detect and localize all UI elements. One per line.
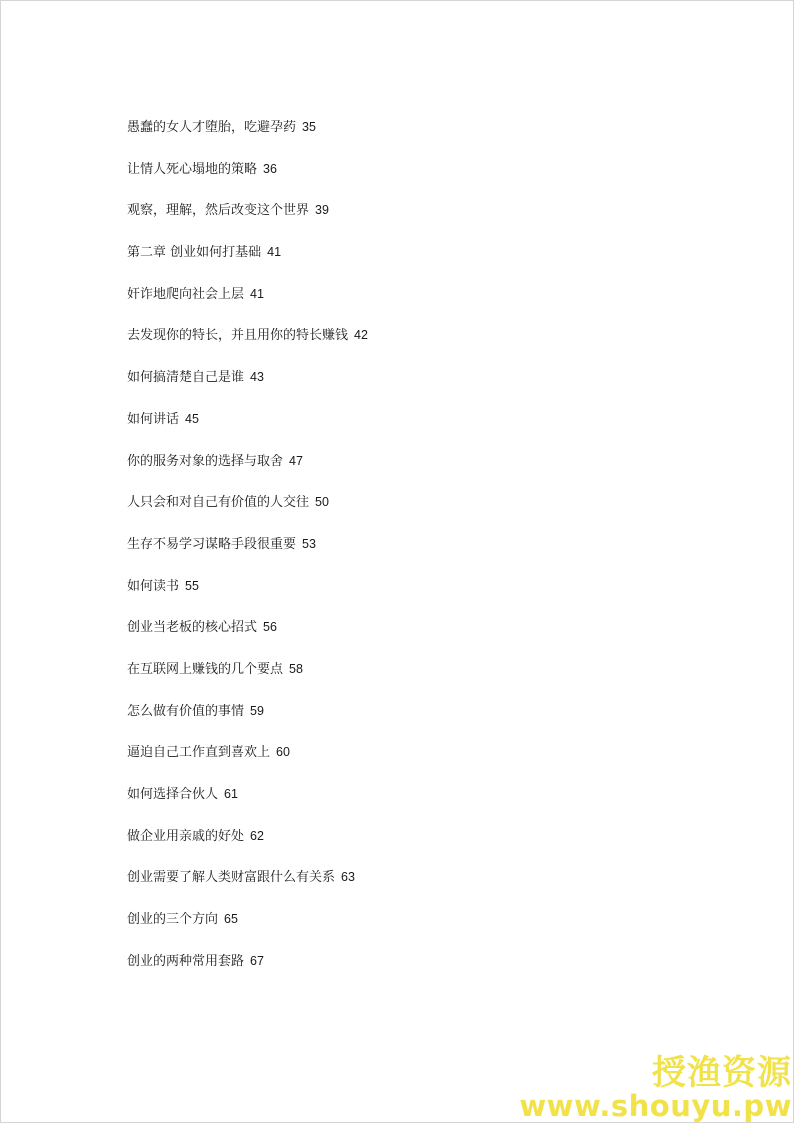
toc-entry-page-number: 56 bbox=[263, 620, 277, 635]
toc-entry-page-number: 36 bbox=[263, 161, 277, 176]
toc-entry-title: 第二章 创业如何打基础 bbox=[127, 245, 262, 261]
toc-entry[interactable] bbox=[127, 408, 368, 450]
toc-entry-title: 创业当老板的核心招式 bbox=[127, 620, 258, 636]
toc-entry-page-number: 61 bbox=[224, 787, 238, 801]
toc-entry[interactable] bbox=[127, 658, 368, 700]
toc-entry-page-number: 35 bbox=[302, 120, 316, 134]
toc-entry-page-number: 43 bbox=[250, 370, 264, 385]
watermark-name: 授渔资源 bbox=[652, 1053, 792, 1093]
toc-entry-page-number: 41 bbox=[267, 245, 282, 260]
toc-entry[interactable] bbox=[127, 199, 368, 241]
toc-entry-title: 创业的两种常用套路 bbox=[127, 953, 245, 969]
toc-entry[interactable] bbox=[127, 575, 368, 617]
toc-entry-page-number: 60 bbox=[276, 745, 290, 760]
toc-entry-page-number: 39 bbox=[315, 203, 329, 218]
toc-entry-title: 如何搞清楚自己是谁 bbox=[127, 370, 245, 386]
toc-entry-page-number: 58 bbox=[289, 661, 303, 676]
toc-entry-page-number: 65 bbox=[224, 912, 238, 927]
toc-entry-page-number: 63 bbox=[341, 870, 355, 885]
watermark-url: www.shouyu.pw bbox=[519, 1089, 792, 1123]
toc-entry-title: 愚蠢的女人才堕胎，吃避孕药 bbox=[127, 120, 297, 135]
toc-entry[interactable] bbox=[127, 741, 368, 783]
toc-entry-title: 怎么做有价值的事情 bbox=[127, 703, 245, 719]
toc-entry-page-number: 67 bbox=[250, 953, 264, 968]
toc-entry-title: 观察，理解，然后改变这个世界 bbox=[127, 203, 310, 219]
toc-entry-page-number: 45 bbox=[185, 411, 199, 426]
toc-entry[interactable] bbox=[127, 866, 368, 908]
toc-entry-page-number: 62 bbox=[250, 828, 264, 843]
toc-entry[interactable] bbox=[127, 908, 368, 950]
toc-entry-title: 创业的三个方向 bbox=[127, 912, 219, 928]
toc-entry-title: 如何讲话 bbox=[127, 411, 180, 427]
toc-entry[interactable] bbox=[127, 450, 368, 492]
toc-entry[interactable] bbox=[127, 700, 368, 742]
table-of-contents bbox=[127, 116, 368, 991]
toc-entry[interactable] bbox=[127, 533, 368, 575]
toc-entry-title: 逼迫自己工作直到喜欢上 bbox=[127, 745, 271, 761]
toc-entry[interactable] bbox=[127, 324, 368, 366]
toc-entry-page-number: 55 bbox=[185, 578, 199, 593]
toc-entry-page-number: 50 bbox=[315, 495, 329, 510]
toc-entry-page-number: 47 bbox=[289, 453, 303, 468]
toc-entry-page-number: 42 bbox=[354, 328, 368, 343]
toc-entry[interactable] bbox=[127, 158, 368, 200]
toc-entry-title: 创业需要了解人类财富跟什么有关系 bbox=[127, 870, 336, 886]
toc-entry-title: 如何读书 bbox=[127, 578, 180, 594]
toc-entry[interactable] bbox=[127, 783, 368, 825]
toc-entry-title: 你的服务对象的选择与取舍 bbox=[127, 453, 284, 469]
toc-entry[interactable] bbox=[127, 825, 368, 867]
toc-entry-title: 做企业用亲戚的好处 bbox=[127, 828, 245, 844]
toc-entry-title: 生存不易学习谋略手段很重要 bbox=[127, 536, 297, 552]
toc-entry-page-number: 41 bbox=[250, 286, 264, 301]
toc-entry[interactable] bbox=[127, 950, 368, 992]
toc-entry-page-number: 59 bbox=[250, 703, 264, 718]
toc-entry[interactable] bbox=[127, 491, 368, 533]
toc-entry-title: 去发现你的特长，并且用你的特长赚钱 bbox=[127, 328, 349, 344]
toc-entry-title: 让情人死心塌地的策略 bbox=[127, 161, 258, 177]
toc-entry-title: 如何选择合伙人 bbox=[127, 787, 219, 802]
toc-entry-title: 在互联网上赚钱的几个要点 bbox=[127, 661, 284, 677]
toc-entry[interactable] bbox=[127, 283, 368, 325]
toc-entry[interactable] bbox=[127, 241, 368, 283]
toc-entry-title: 奸诈地爬向社会上层 bbox=[127, 286, 245, 302]
toc-entry[interactable] bbox=[127, 116, 368, 158]
toc-entry-title: 人只会和对自己有价值的人交往 bbox=[127, 495, 310, 511]
toc-entry[interactable] bbox=[127, 366, 368, 408]
watermark bbox=[519, 1053, 792, 1123]
toc-entry[interactable] bbox=[127, 616, 368, 658]
toc-entry-page-number: 53 bbox=[302, 536, 316, 551]
